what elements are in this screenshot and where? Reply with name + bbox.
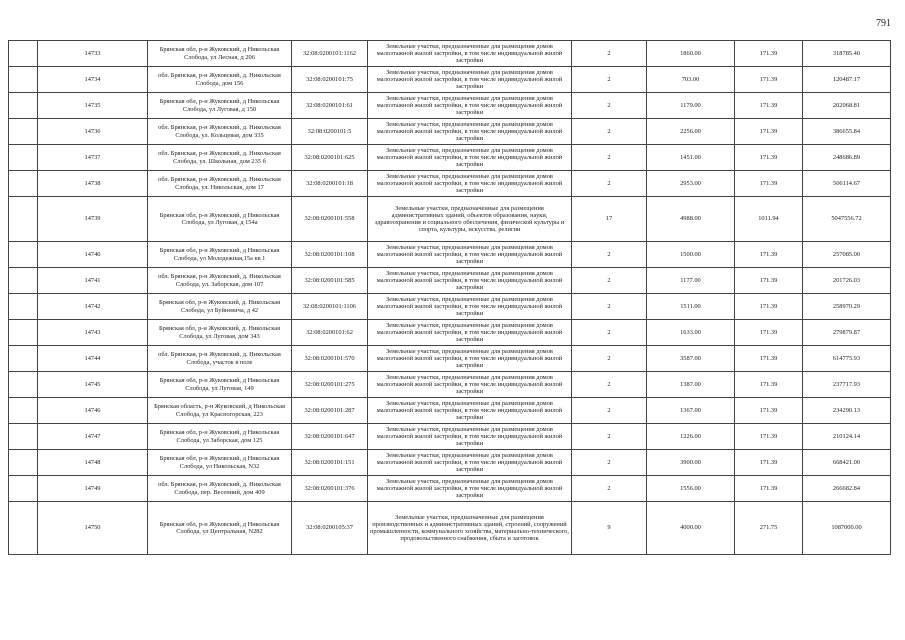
table-row [9, 476, 891, 502]
table-row [9, 268, 891, 294]
table-row [9, 242, 891, 268]
unit-value-cell: 171.39 [735, 372, 803, 398]
use-code-cell: 2 [572, 294, 647, 320]
row-number-cell: 14735 [38, 93, 148, 119]
address-cell: обл. Брянская, р-н Жуковский, д. Никольская Слобода, ул. Никольская, дом 17 [148, 171, 292, 197]
blank-cell [9, 320, 38, 346]
area-cell: 1387.00 [647, 372, 735, 398]
table-row [9, 171, 891, 197]
unit-value-cell: 271.75 [735, 502, 803, 555]
area-cell: 2256.00 [647, 119, 735, 145]
blank-cell [9, 197, 38, 242]
cadastral-number-cell: 32:08:0200101:18 [292, 171, 368, 197]
use-code-cell: 2 [572, 119, 647, 145]
cadastral-number-cell: 32:08:0200101:625 [292, 145, 368, 171]
address-cell: обл. Брянская, р-н Жуковский, д. Никольская Слобода, ул. Заборская, дом 107 [148, 268, 292, 294]
address-cell: обл. Брянская, р-н Жуковский, д. Никольская Слобода, участок в поле [148, 346, 292, 372]
land-use-category-cell: Земельные участки, предназначенные для размещения домов малоэтажной жилой застройки, в том числе индивидуальной жилой застройки [368, 268, 572, 294]
land-use-category-cell: Земельные участки, предназначенные для размещения домов малоэтажной жилой застройки, в том числе индивидуальной жилой застройки [368, 476, 572, 502]
cadastral-value-cell: 257085.00 [803, 242, 891, 268]
row-number-cell: 14749 [38, 476, 148, 502]
use-code-cell: 2 [572, 171, 647, 197]
row-number-cell: 14743 [38, 320, 148, 346]
address-cell: Брянская область, р-н Жуковский, д Никольская Слобода, ул Красногорская, 223 [148, 398, 292, 424]
table-row [9, 372, 891, 398]
cadastral-value-cell: 668421.00 [803, 450, 891, 476]
area-cell: 1177.00 [647, 268, 735, 294]
use-code-cell: 2 [572, 476, 647, 502]
use-code-cell: 2 [572, 450, 647, 476]
area-cell: 1633.00 [647, 320, 735, 346]
cadastral-value-cell: 234290.13 [803, 398, 891, 424]
land-use-category-cell: Земельные участки, предназначенные для размещения домов малоэтажной жилой застройки, в том числе индивидуальной жилой застройки [368, 41, 572, 67]
address-cell: Брянская обл, р-н Жуковский, д Никольская Слобода, ул Заборская, дом 125 [148, 424, 292, 450]
area-cell: 2953.00 [647, 171, 735, 197]
unit-value-cell: 171.39 [735, 346, 803, 372]
cadastral-value-cell: 5047556.72 [803, 197, 891, 242]
address-cell: Брянская обл, р-н Жуковский, д Никольская Слобода, ул Молодежная,15а кв 1 [148, 242, 292, 268]
table-row [9, 398, 891, 424]
blank-cell [9, 268, 38, 294]
cadastral-number-cell: 32:08:0200101:585 [292, 268, 368, 294]
table-row [9, 346, 891, 372]
cadastral-number-cell: 32:08:0200101:75 [292, 67, 368, 93]
area-cell: 1556.00 [647, 476, 735, 502]
table-row [9, 67, 891, 93]
row-number-cell: 14746 [38, 398, 148, 424]
blank-cell [9, 67, 38, 93]
area-cell: 703.00 [647, 67, 735, 93]
use-code-cell: 2 [572, 93, 647, 119]
use-code-cell: 2 [572, 67, 647, 93]
table-row [9, 119, 891, 145]
address-cell: обл. Брянская, р-н Жуковский, д. Никольская Слобода, пер. Весенний, дом 409 [148, 476, 292, 502]
page-number: 791 [876, 18, 891, 29]
cadastral-value-cell: 210124.14 [803, 424, 891, 450]
blank-cell [9, 476, 38, 502]
area-cell: 1367.00 [647, 398, 735, 424]
row-number-cell: 14748 [38, 450, 148, 476]
table-row [9, 320, 891, 346]
cadastral-value-cell: 1087000.00 [803, 502, 891, 555]
use-code-cell: 2 [572, 372, 647, 398]
address-cell: Брянская обл, р-н Жуковский, д Никольская Слобода, ул Луговая, д 150 [148, 93, 292, 119]
cadastral-value-cell: 202068.81 [803, 93, 891, 119]
table-row [9, 502, 891, 555]
land-use-category-cell: Земельные участки, предназначенные для размещения домов малоэтажной жилой застройки, в том числе индивидуальной жилой застройки [368, 93, 572, 119]
area-cell: 3900.00 [647, 450, 735, 476]
cadastral-value-cell: 386655.84 [803, 119, 891, 145]
area-cell: 1511.00 [647, 294, 735, 320]
use-code-cell: 17 [572, 197, 647, 242]
land-use-category-cell: Земельные участки, предназначенные для размещения домов малоэтажной жилой застройки, в том числе индивидуальной жилой застройки [368, 242, 572, 268]
cadastral-number-cell: 32:08:0200101:275 [292, 372, 368, 398]
address-cell: Брянская обл, р-н Жуковский, д. Никольская Слобода, ул Луговая, дом 343 [148, 320, 292, 346]
blank-cell [9, 424, 38, 450]
table-row [9, 93, 891, 119]
unit-value-cell: 171.39 [735, 119, 803, 145]
table-row [9, 41, 891, 67]
area-cell: 1500.00 [647, 242, 735, 268]
cadastral-value-cell: 258970.29 [803, 294, 891, 320]
table-row [9, 424, 891, 450]
address-cell: Брянская обл, р-н Жуковский, д Никольская Слобода, ул Луговая, 149 [148, 372, 292, 398]
land-use-category-cell: Земельные участки, предназначенные для размещения домов малоэтажной жилой застройки, в том числе индивидуальной жилой застройки [368, 294, 572, 320]
blank-cell [9, 450, 38, 476]
cadastral-number-cell: 32:08:0200101:647 [292, 424, 368, 450]
row-number-cell: 14737 [38, 145, 148, 171]
unit-value-cell: 171.39 [735, 398, 803, 424]
row-number-cell: 14740 [38, 242, 148, 268]
unit-value-cell: 171.39 [735, 320, 803, 346]
use-code-cell: 2 [572, 145, 647, 171]
use-code-cell: 2 [572, 398, 647, 424]
blank-cell [9, 398, 38, 424]
cadastral-value-cell: 266682.84 [803, 476, 891, 502]
land-use-category-cell: Земельные участки, предназначенные для размещения домов малоэтажной жилой застройки, в том числе индивидуальной жилой застройки [368, 424, 572, 450]
cadastral-number-cell: 32:08:0200101:1162 [292, 41, 368, 67]
row-number-cell: 14747 [38, 424, 148, 450]
unit-value-cell: 171.39 [735, 93, 803, 119]
row-number-cell: 14750 [38, 502, 148, 555]
table-row [9, 294, 891, 320]
blank-cell [9, 93, 38, 119]
cadastral-value-cell: 279879.87 [803, 320, 891, 346]
address-cell: Брянская обл, р-н Жуковский, д Никольская Слобода, ул Луговая, д 154а [148, 197, 292, 242]
cadastral-number-cell: 32:08:0200101:61 [292, 93, 368, 119]
land-use-category-cell: Земельные участки, предназначенные для размещения домов малоэтажной жилой застройки, в том числе индивидуальной жилой застройки [368, 119, 572, 145]
row-number-cell: 14739 [38, 197, 148, 242]
cadastral-number-cell: 32:08:0200101:62 [292, 320, 368, 346]
cadastral-value-cell: 237717.93 [803, 372, 891, 398]
row-number-cell: 14744 [38, 346, 148, 372]
land-use-category-cell: Земельные участки, предназначенные для размещения домов малоэтажной жилой застройки, в том числе индивидуальной жилой застройки [368, 145, 572, 171]
blank-cell [9, 41, 38, 67]
unit-value-cell: 171.39 [735, 476, 803, 502]
cadastral-value-cell: 506114.67 [803, 171, 891, 197]
unit-value-cell: 171.39 [735, 294, 803, 320]
cadastral-value-cell: 318785.40 [803, 41, 891, 67]
cadastral-number-cell: 32:08:0200101:558 [292, 197, 368, 242]
blank-cell [9, 502, 38, 555]
address-cell: Брянская обл, р-н Жуковский, д Никольская Слобода, ул Лесная, д 206 [148, 41, 292, 67]
blank-cell [9, 294, 38, 320]
row-number-cell: 14738 [38, 171, 148, 197]
unit-value-cell: 171.39 [735, 268, 803, 294]
row-number-cell: 14742 [38, 294, 148, 320]
cadastral-number-cell: 32:08:0200101:570 [292, 346, 368, 372]
unit-value-cell: 171.39 [735, 67, 803, 93]
row-number-cell: 14734 [38, 67, 148, 93]
row-number-cell: 14736 [38, 119, 148, 145]
address-cell: Брянская обл, р-н Жуковский, д Никольская Слобода, ул Центральная, N282 [148, 502, 292, 555]
cadastral-value-cell: 248686.89 [803, 145, 891, 171]
cadastral-number-cell: 32:08:0200101:1106 [292, 294, 368, 320]
address-cell: обл. Брянская, р-н Жуковский, д. Никольская Слобода, ул. Кольцевая, дом 335 [148, 119, 292, 145]
blank-cell [9, 145, 38, 171]
blank-cell [9, 171, 38, 197]
unit-value-cell: 171.39 [735, 41, 803, 67]
blank-cell [9, 372, 38, 398]
cadastral-number-cell: 32:08:0200101:376 [292, 476, 368, 502]
land-use-category-cell: Земельные участки, предназначенные для размещения домов малоэтажной жилой застройки, в том числе индивидуальной жилой застройки [368, 450, 572, 476]
land-use-category-cell: Земельные участки, предназначенные для размещения домов малоэтажной жилой застройки, в том числе индивидуальной жилой застройки [368, 372, 572, 398]
row-number-cell: 14741 [38, 268, 148, 294]
use-code-cell: 2 [572, 268, 647, 294]
unit-value-cell: 171.39 [735, 145, 803, 171]
address-cell: обл. Брянская, р-н Жуковский, д. Никольская Слобода, дом 156 [148, 67, 292, 93]
blank-cell [9, 119, 38, 145]
address-cell: Брянская обл, р-н Жуковский, д. Никольская Слобода, ул Буйневича, д 42 [148, 294, 292, 320]
address-cell: обл. Брянская, р-н Жуковский, д. Никольская Слобода, ул. Школьная, дом 235 б [148, 145, 292, 171]
land-use-category-cell: Земельные участки, предназначенные для размещения административных зданий, объектов образования, науки, здравоохранения и социального обеспечения, физической культуры и спорта, культуры, искусства, религии [368, 197, 572, 242]
cadastral-number-cell: 32:08:0200101:5 [292, 119, 368, 145]
unit-value-cell: 1011.94 [735, 197, 803, 242]
area-cell: 4000.00 [647, 502, 735, 555]
land-use-category-cell: Земельные участки, предназначенные для размещения домов малоэтажной жилой застройки, в том числе индивидуальной жилой застройки [368, 320, 572, 346]
unit-value-cell: 171.39 [735, 450, 803, 476]
blank-cell [9, 242, 38, 268]
land-use-category-cell: Земельные участки, предназначенные для размещения домов малоэтажной жилой застройки, в том числе индивидуальной жилой застройки [368, 67, 572, 93]
area-cell: 1860.00 [647, 41, 735, 67]
use-code-cell: 2 [572, 320, 647, 346]
cadastral-value-cell: 614775.93 [803, 346, 891, 372]
unit-value-cell: 171.39 [735, 424, 803, 450]
row-number-cell: 14745 [38, 372, 148, 398]
area-cell: 1226.00 [647, 424, 735, 450]
cadastral-value-cell: 120487.17 [803, 67, 891, 93]
use-code-cell: 2 [572, 242, 647, 268]
unit-value-cell: 171.39 [735, 171, 803, 197]
blank-cell [9, 346, 38, 372]
unit-value-cell: 171.39 [735, 242, 803, 268]
area-cell: 1179.00 [647, 93, 735, 119]
use-code-cell: 2 [572, 41, 647, 67]
area-cell: 3587.00 [647, 346, 735, 372]
use-code-cell: 9 [572, 502, 647, 555]
cadastral-number-cell: 32:08:0200101:108 [292, 242, 368, 268]
cadastral-value-table [8, 40, 891, 555]
table-body [9, 41, 891, 555]
land-use-category-cell: Земельные участки, предназначенные для размещения домов малоэтажной жилой застройки, в том числе индивидуальной жилой застройки [368, 171, 572, 197]
cadastral-number-cell: 32:08:0200101:151 [292, 450, 368, 476]
use-code-cell: 2 [572, 346, 647, 372]
use-code-cell: 2 [572, 424, 647, 450]
land-use-category-cell: Земельные участки, предназначенные для размещения домов малоэтажной жилой застройки, в том числе индивидуальной жилой застройки [368, 346, 572, 372]
land-use-category-cell: Земельные участки, предназначенные для размещения производственных и административных зданий, строений, сооружений промышленности, коммунального хозяйства, материально-технического, продовольственного снабжения, сбыта и заготовок [368, 502, 572, 555]
area-cell: 1451.00 [647, 145, 735, 171]
cadastral-number-cell: 32:08:0200101:287 [292, 398, 368, 424]
address-cell: Брянская обл, р-н Жуковский, д Никольская Слобода, ул Никольская, N32 [148, 450, 292, 476]
area-cell: 4988.00 [647, 197, 735, 242]
cadastral-value-cell: 201726.03 [803, 268, 891, 294]
table-row [9, 145, 891, 171]
table-row [9, 197, 891, 242]
table-row [9, 450, 891, 476]
cadastral-number-cell: 32:08:0200105:37 [292, 502, 368, 555]
land-use-category-cell: Земельные участки, предназначенные для размещения домов малоэтажной жилой застройки, в том числе индивидуальной жилой застройки [368, 398, 572, 424]
row-number-cell: 14733 [38, 41, 148, 67]
